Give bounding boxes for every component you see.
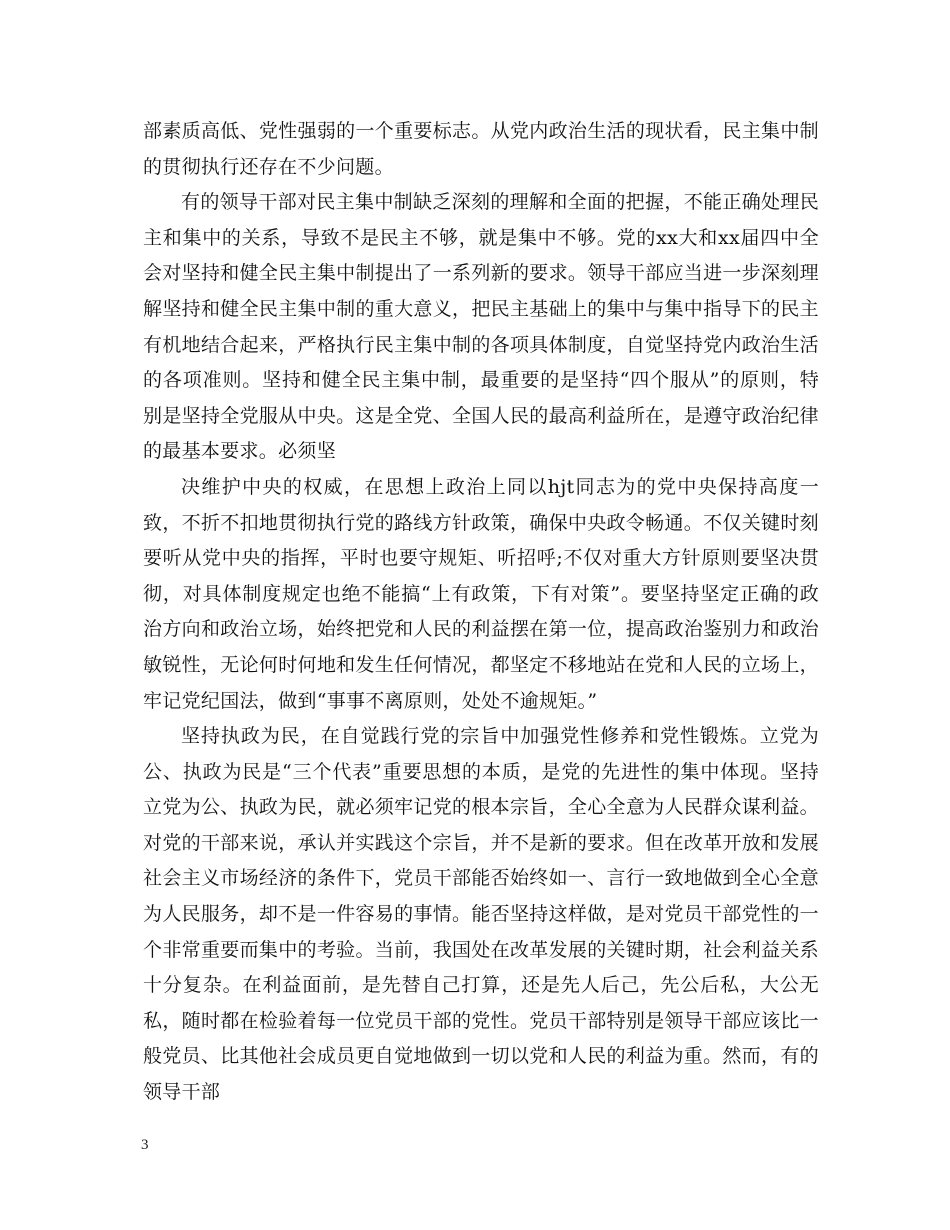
paragraph-2: 有的领导干部对民主集中制缺乏深刻的理解和全面的把握，不能正确处理民主和集中的关系，导致不是民主不够，就是集中不够。党的xx大和xx届四中全会对坚持和健全民主集中制提出了一系列新的要求。领导干部应当进一步深刻理解坚持和健全民主集中制的重大意义，把民主基础上的集中与集中指导下的民主有机地结合起来，严格执行民主集中制的各项具体制度，自觉坚持党内政治生活的各项准则。坚持和健全民主集中制，最重要的是坚持“四个服从”的原则，特别是坚持全党服从中央。这是全党、全国人民的最高利益所在，是遵守政治纪律的最基本要求。必须坚 — [143, 191, 819, 463]
body-text — [143, 114, 819, 1111]
page-number: 3 — [141, 1137, 149, 1153]
paragraph-4: 坚持执政为民，在自觉践行党的宗旨中加强党性修养和党性锻炼。立党为公、执政为民是“三个代表”重要思想的本质，是党的先进性的集中体现。坚持立党为公、执政为民，就必须牢记党的根本宗旨，全心全意为人民群众谋利益。对党的干部来说，承认并实践这个宗旨，并不是新的要求。但在改革开放和发展社会主义市场经济的条件下，党员干部能否始终如一、言行一致地做到全心全意为人民服务，却不是一件容易的事情。能否坚持这样做，是对党员干部党性的一个非常重要而集中的考验。当前，我国处在改革发展的关键时期，社会利益关系十分复杂。在利益面前，是先替自己打算，还是先人后己，先公后私，大公无私，随时都在检验着每一位党员干部的党性。党员干部特别是领导干部应该比一般党员、比其他社会成员更自觉地做到一切以党和人民的利益为重。然而，有的领导干部 — [143, 725, 819, 1104]
paragraph-1: 部素质高低、党性强弱的一个重要标志。从党内政治生活的现状看，民主集中制的贯彻执行还存在不少问题。 — [143, 120, 819, 178]
paragraph-3: 决维护中央的权威，在思想上政治上同以hjt同志为的党中央保持高度一致，不折不扣地贯彻执行党的路线方针政策，确保中央政令畅通。不仅关键时刻要听从党中央的指挥，平时也要守规矩、听招呼;不仅对重大方针原则要坚决贯彻，对具体制度规定也绝不能搞“上有政策，下有对策”。要坚持坚定正确的政治方向和政治立场，始终把党和人民的利益摆在第一位，提高政治鉴别力和政治敏锐性，无论何时何地和发生任何情况，都坚定不移地站在党和人民的立场上，牢记党纪国法，做到“事事不离原则，处处不逾规矩。” — [143, 475, 819, 712]
